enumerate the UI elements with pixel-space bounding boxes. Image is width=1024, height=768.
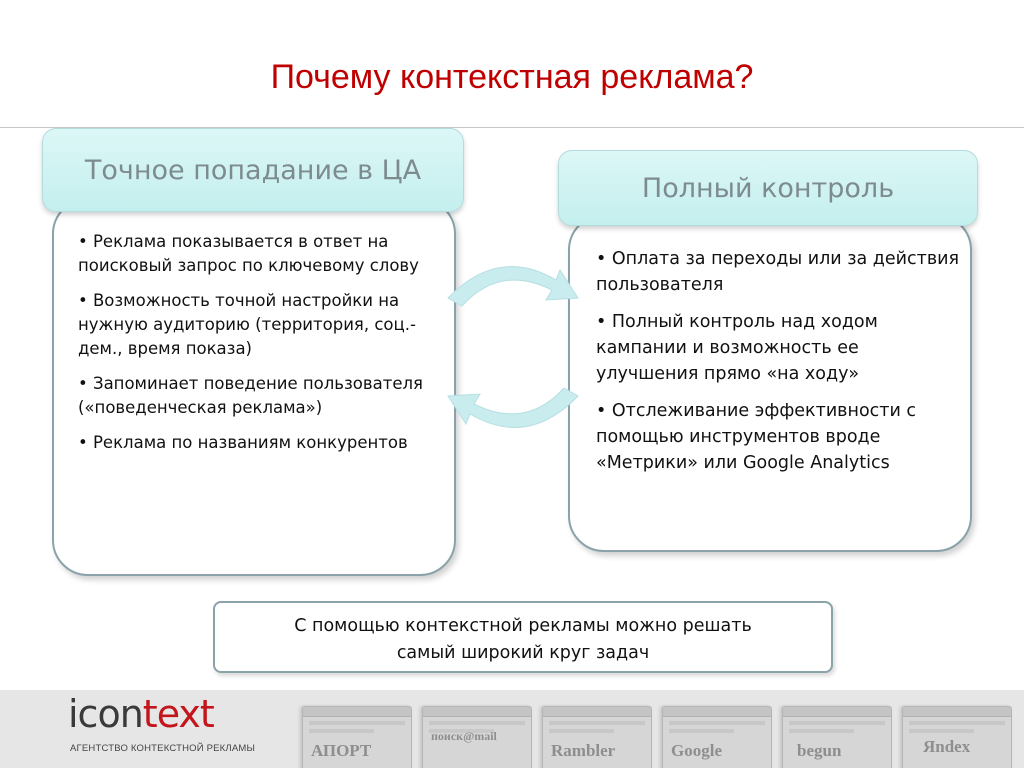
thumbnail-brand: Rambler — [551, 741, 616, 760]
cycle-arrow-top-icon — [448, 267, 578, 306]
summary-line-1: С помощью контекстной рекламы можно решать — [294, 616, 752, 636]
left-card-header — [42, 128, 464, 212]
left-bullet: • Возможность точной настройки на нужную аудиторию (территория, соц.-дем., время показа) — [78, 289, 450, 361]
thumbnail-brand: Яndex — [923, 737, 971, 756]
left-card-bullets — [78, 230, 450, 466]
left-bullet: • Запоминает поведение пользователя («поведенческая реклама») — [78, 372, 450, 420]
right-bullet: • Полный контроль над ходом кампании и возможность ее улучшения прямо «на ходу» — [596, 309, 966, 387]
right-bullet: • Оплата за переходы или за действия пользователя — [596, 246, 966, 298]
right-card-header-text: Полный контроль — [641, 172, 895, 204]
thumbnail-brand: begun — [797, 741, 842, 760]
right-bullet: • Отслеживание эффективности с помощью инструментов вроде «Метрики» или Google Analytics — [596, 398, 966, 476]
search-engine-thumbnail — [782, 706, 892, 768]
search-engine-thumbnail — [902, 706, 1012, 768]
search-engine-thumbnail — [542, 706, 652, 768]
brand-tagline: АГЕНТСТВО КОНТЕКСТНОЙ РЕКЛАМЫ — [70, 743, 256, 754]
left-bullet: • Реклама показывается в ответ на поисковый запрос по ключевому слову — [78, 230, 450, 278]
slide-title: Почему контекстная реклама? — [270, 58, 754, 96]
thumbnail-brand: АПОРТ — [311, 741, 372, 760]
search-engine-thumbnail — [662, 706, 772, 768]
left-card-header-text: Точное попадание в ЦА — [84, 154, 422, 186]
left-bullet: • Реклама по названиям конкурентов — [78, 431, 450, 455]
cycle-arrow-bottom-icon — [448, 388, 578, 427]
thumbnail-brand: Google — [671, 741, 722, 760]
thumbnail-brand: поиск@mail — [431, 729, 497, 743]
logo-part-1: icon — [68, 692, 143, 736]
footer — [0, 690, 1024, 768]
cycle-arrows — [438, 250, 588, 450]
right-card-header — [558, 150, 978, 226]
summary-line-2: самый широкий круг задач — [396, 643, 650, 663]
brand-logo — [68, 692, 214, 736]
logo-part-2: text — [142, 692, 214, 736]
search-engine-thumbnail — [302, 706, 412, 768]
right-card-bullets — [596, 246, 966, 487]
search-engine-thumbnail — [422, 706, 532, 768]
summary-box — [213, 601, 833, 673]
